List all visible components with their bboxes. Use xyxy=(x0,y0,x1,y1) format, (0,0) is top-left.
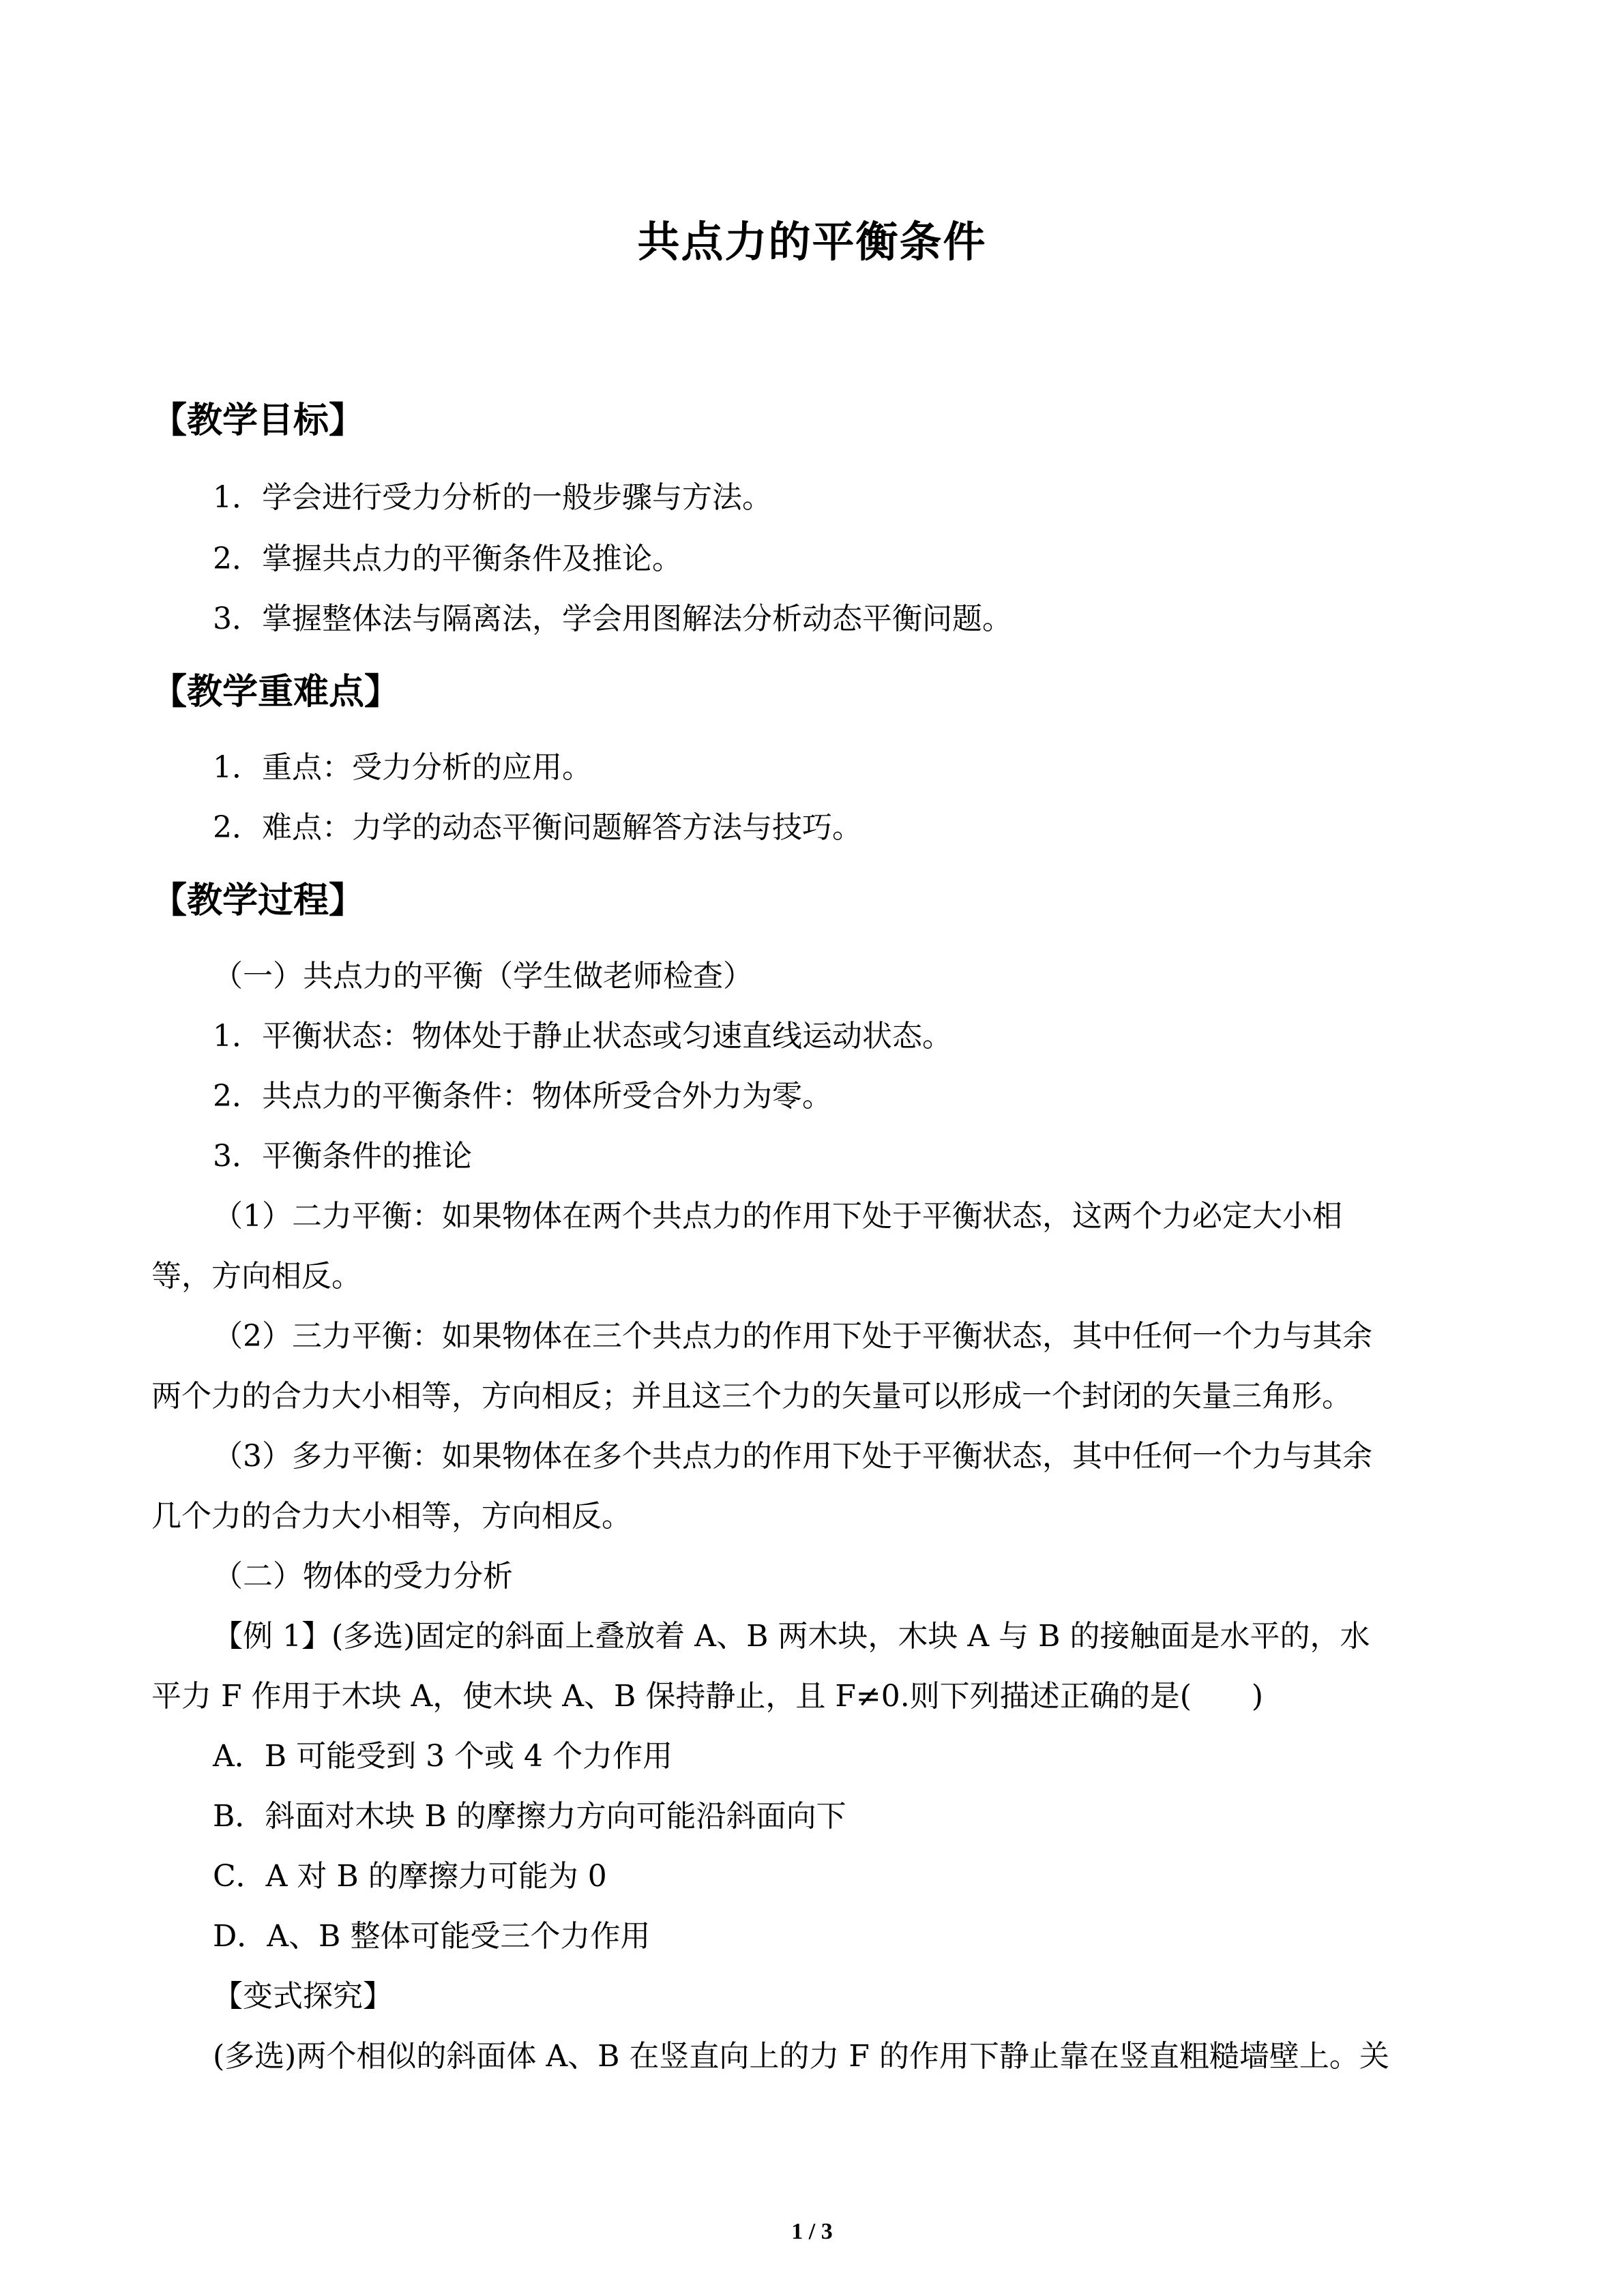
objective-item: 3．掌握整体法与隔离法，学会用图解法分析动态平衡问题。 xyxy=(213,601,1012,636)
example-question: 【例 1】(多选)固定的斜面上叠放着 A、B 两木块，木块 A 与 B 的接触面是水平的，水 xyxy=(213,1619,1370,1654)
answer-option: D．A、B 整体可能受三个力作用 xyxy=(213,1919,651,1954)
answer-option: B．斜面对木块 B 的摩擦力方向可能沿斜面向下 xyxy=(213,1799,846,1834)
example-question: 平力 F 作用于木块 A，使木块 A、B 保持静止，且 F≠0.则下列描述正确的是( ) xyxy=(151,1679,1264,1714)
section-heading-key-points: 【教学重难点】 xyxy=(151,672,400,713)
section-heading-objectives: 【教学目标】 xyxy=(151,400,365,441)
variant-heading: 【变式探究】 xyxy=(213,1979,393,2014)
section-heading-process: 【教学过程】 xyxy=(151,880,365,921)
process-line: 两个力的合力大小相等，方向相反；并且这三个力的矢量可以形成一个封闭的矢量三角形。 xyxy=(151,1379,1352,1414)
process-line: （二）物体的受力分析 xyxy=(213,1559,513,1594)
variant-question: (多选)两个相似的斜面体 A、B 在竖直向上的力 F 的作用下静止靠在竖直粗糙墙壁上。关 xyxy=(213,2039,1389,2074)
document-title: 共点力的平衡条件 xyxy=(637,217,987,267)
key-point-item: 1．重点：受力分析的应用。 xyxy=(213,750,592,785)
process-line: 3．平衡条件的推论 xyxy=(213,1139,472,1174)
process-line: （3）多力平衡：如果物体在多个共点力的作用下处于平衡状态，其中任何一个力与其余 xyxy=(213,1439,1372,1474)
process-line: 等，方向相反。 xyxy=(151,1259,361,1294)
process-line: 2．共点力的平衡条件：物体所受合外力为零。 xyxy=(213,1079,832,1114)
process-line: （一）共点力的平衡（学生做老师检查） xyxy=(213,959,753,994)
objective-item: 1．学会进行受力分析的一般步骤与方法。 xyxy=(213,480,772,515)
process-line: 1．平衡状态：物体处于静止状态或匀速直线运动状态。 xyxy=(213,1019,952,1054)
answer-option: C．A 对 B 的摩擦力可能为 0 xyxy=(213,1859,607,1894)
objective-item: 2．掌握共点力的平衡条件及推论。 xyxy=(213,541,682,576)
process-line: （2）三力平衡：如果物体在三个共点力的作用下处于平衡状态，其中任何一个力与其余 xyxy=(213,1319,1372,1354)
process-line: 几个力的合力大小相等，方向相反。 xyxy=(151,1499,632,1534)
page-number: 1 / 3 xyxy=(791,2219,833,2244)
key-point-item: 2．难点：力学的动态平衡问题解答方法与技巧。 xyxy=(213,810,862,845)
process-line: （1）二力平衡：如果物体在两个共点力的作用下处于平衡状态，这两个力必定大小相 xyxy=(213,1199,1342,1234)
answer-option: A．B 可能受到 3 个或 4 个力作用 xyxy=(213,1739,673,1774)
